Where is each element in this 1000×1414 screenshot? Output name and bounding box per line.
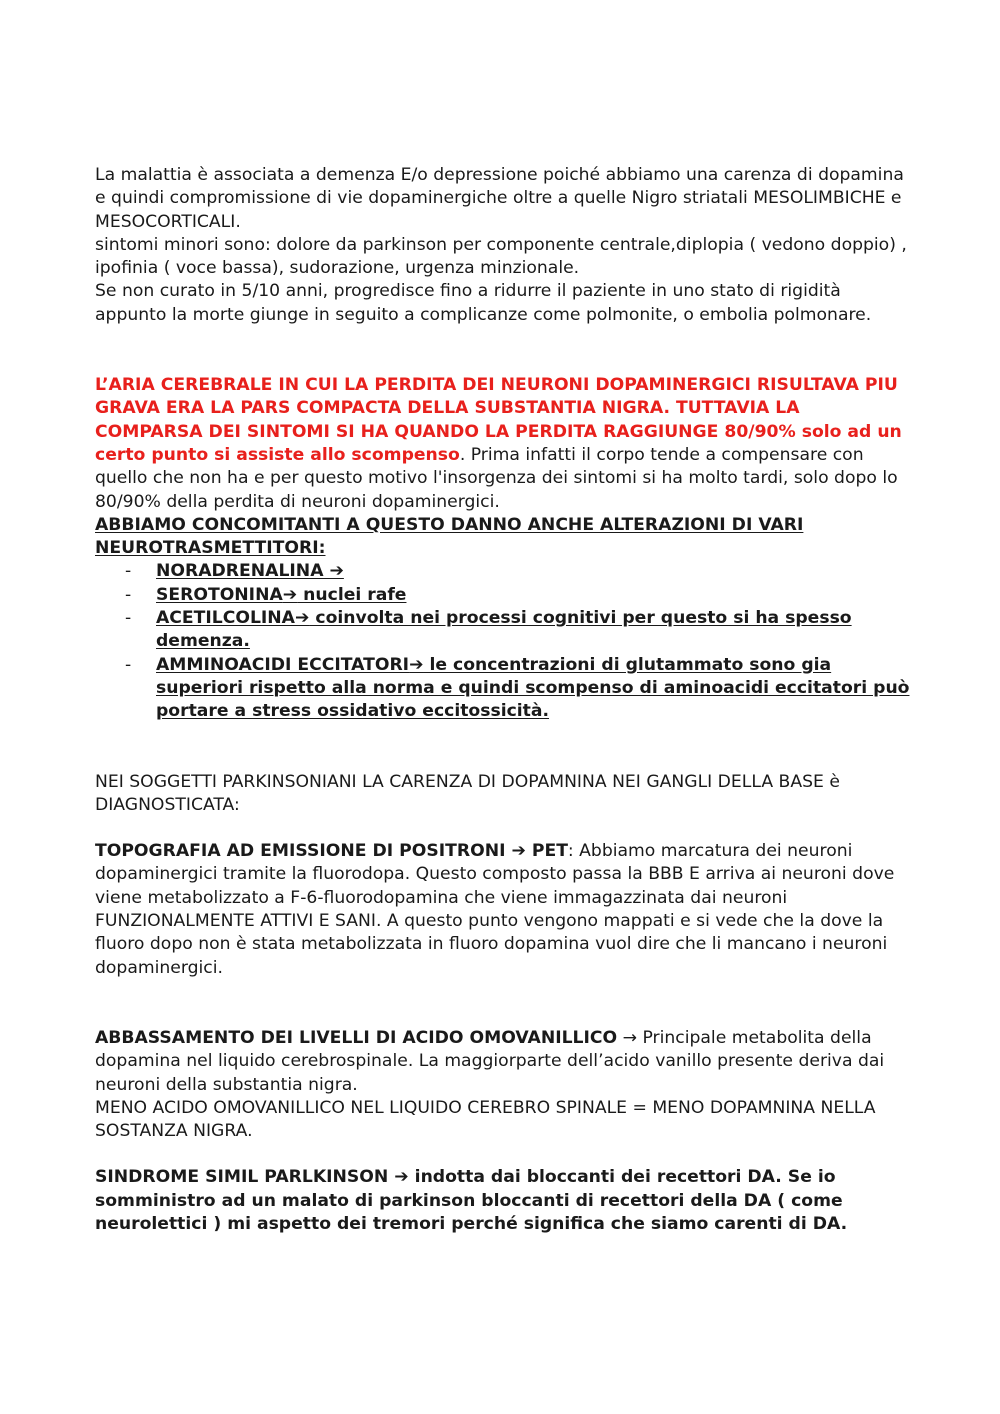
- spacer: [95, 327, 910, 374]
- list-item-text: AMMINOACIDI ECCITATORI➔ le concentrazioni di glutammato sono gia superiori rispetto alla norma e quindi scompenso di aminoacidi eccitatori può portare a stress ossidativo eccitossicità.: [156, 654, 910, 722]
- paragraph-minor-symptoms: sintomi minori sono: dolore da parkinson per componente centrale,diplopia ( vedono doppio) , ipofinia ( voce bassa), sudorazione, urgenza minzionale.: [95, 234, 907, 279]
- bullet-dash: -: [125, 561, 132, 582]
- arrow-icon: ➔: [329, 561, 344, 582]
- paragraph-dementia: La malattia è associata a demenza E/o depressione poiché abbiamo una carenza di dopamina e quindi compromissione di vie dopaminergiche oltre a quelle Nigro striatali MESOLIMBICHE e MESOCORTICALI.: [95, 165, 904, 232]
- list-item-serotonina: [95, 584, 910, 607]
- spacer: [95, 817, 910, 840]
- spacer: [95, 980, 910, 1027]
- red-highlight-text: L’ARIA CEREBRALE IN CUI LA PERDITA DEI NEURONI DOPAMINERGICI RISULTAVA PIU GRAVA ERA LA PARS COMPACTA DELLA SUBSTANTIA NIGRA. TUTTAVIA LA COMPARSA DEI SINTOMI SI HA QUANDO LA PERDITA RAGGIUNGE 80/90% solo ad un certo punto si assiste allo scompenso: [95, 375, 902, 465]
- list-item-text: SEROTONINA➔ nuclei rafe: [156, 584, 407, 605]
- paragraph-acid-equation: MENO ACIDO OMOVANILLICO NEL LIQUIDO CEREBRO SPINALE = MENO DOPAMNINA NELLA SOSTANZA NIGRA.: [95, 1097, 876, 1142]
- arrow-icon: →: [617, 1027, 643, 1048]
- list-item-text: ACETILCOLINA➔ coinvolta nei processi cognitivi per questo si ha spesso demenza.: [156, 608, 852, 652]
- list-item-acetilcolina: [95, 607, 910, 654]
- arrow-icon: ➔: [409, 654, 424, 675]
- paragraph-substantia-nigra: [95, 374, 910, 514]
- spacer: [95, 1143, 910, 1166]
- paragraph-homovanillic-acid: [95, 1027, 910, 1097]
- paragraph-pet: [95, 840, 910, 980]
- arrow-icon: ➔: [295, 608, 310, 629]
- list-item-text: NORADRENALINA ➔: [156, 561, 344, 582]
- document-page: [95, 164, 910, 1236]
- paragraph-diagnosis-intro: NEI SOGGETTI PARKINSONIANI LA CARENZA DI DOPAMNINA NEI GANGLI DELLA BASE è DIAGNOSTICATA:: [95, 771, 840, 815]
- compensation-text: . Prima infatti il corpo tende a compensare con quello che non ha e per questo motivo l'insorgenza dei sintomi si ha molto tardi, solo dopo lo 80/90% della perdita di neuroni dopaminergici.: [95, 444, 898, 512]
- neurotransmitter-list: [95, 560, 910, 723]
- bullet-dash: -: [125, 584, 132, 605]
- list-item-noradrenalina: [95, 560, 910, 583]
- arrow-icon: ➔: [511, 841, 526, 862]
- arrow-icon: ➔: [394, 1167, 409, 1188]
- arrow-icon: ➔: [282, 584, 298, 605]
- acid-label: ABBASSAMENTO DEI LIVELLI DI ACIDO OMOVANILLICO: [95, 1027, 618, 1048]
- pet-label: TOPOGRAFIA AD EMISSIONE DI POSITRONI ➔ PET: [95, 841, 568, 862]
- paragraph-parkinson-syndrome: SINDROME SIMIL PARLKINSON ➔ indotta dai bloccanti dei recettori DA. Se io somministro ad un malato di parkinson bloccanti di recettori della DA ( come neurolettici ) mi aspetto dei tremori perché significa che siamo carenti di DA.: [95, 1167, 848, 1234]
- list-item-amminoacidi: [95, 654, 910, 724]
- bullet-dash: -: [125, 654, 132, 675]
- pet-text: : Abbiamo marcatura dei neuroni dopaminergici tramite la fluorodopa. Questo composto passa la BBB E arriva ai neuroni dove viene metabolizzato a F-6-fluorodopamina che viene immagazzinata dai neuroni FUNZIONALMENTE ATTIVI E SANI. A questo punto vengono mappati e si vede che la dove la fluoro dopo non è stata metabolizzata in fluoro dopamina vuol dire che li mancano i neuroni dopaminergici.: [95, 841, 895, 978]
- neurotransmitter-heading: ABBIAMO CONCOMITANTI A QUESTO DANNO ANCHE ALTERAZIONI DI VARI NEUROTRASMETTITORI:: [95, 514, 804, 559]
- spacer: [95, 724, 910, 771]
- paragraph-progression: Se non curato in 5/10 anni, progredisce fino a ridurre il paziente in uno stato di rigidità appunto la morte giunge in seguito a complicanze come polmonite, o embolia polmonare.: [95, 281, 872, 325]
- bullet-dash: -: [125, 608, 132, 629]
- acid-text: Principale metabolita della dopamina nel liquido cerebrospinale. La maggiorparte dell’acido vanillo presente deriva dai neuroni della substantia nigra.: [95, 1027, 885, 1095]
